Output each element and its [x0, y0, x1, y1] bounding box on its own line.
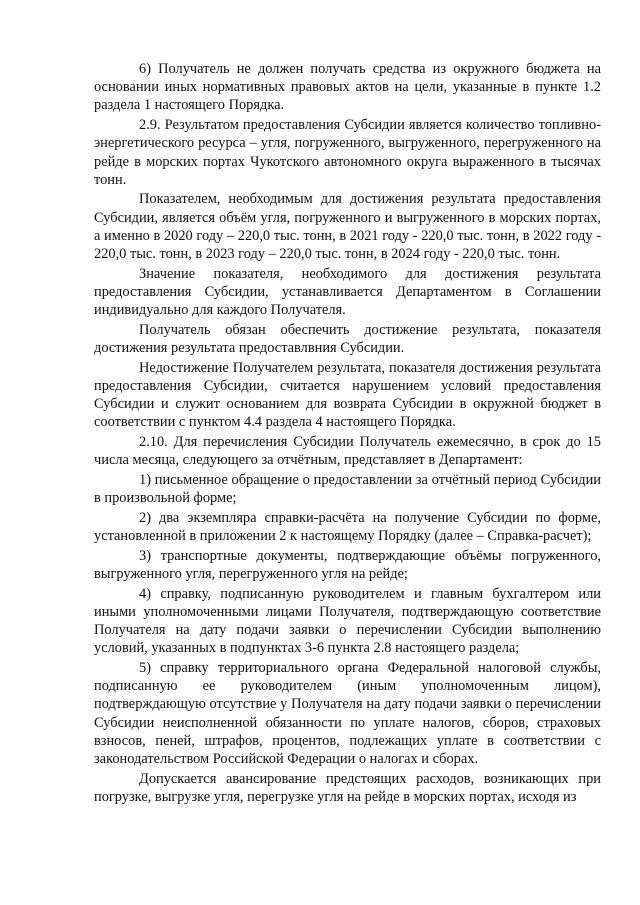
- paragraph-2-10-transfer: 2.10. Для перечисления Субсидии Получатель ежемесячно, в срок до 15 числа месяца, следующего за отчётным, представляет в Департамент:: [94, 434, 601, 469]
- paragraph-6-receiver-condition: 6) Получатель не должен получать средства из окружного бюджета на основании иных нормативных правовых актов на цели, указанные в пункте 1.2 раздела 1 настоящего Порядка.: [94, 61, 601, 114]
- list-item-1-written-request: 1) письменное обращение о предоставлении за отчётный период Субсидии в произвольной форме;: [94, 471, 601, 507]
- paragraph-non-achievement: Недостижение Получателем результата, показателя достижения результата предоставления Субсидии, считается нарушением условий предоставления Субсидии и служит основанием для возврата Субсидии в окружной бюджет в соответствии с пунктом 4.4 раздела 4 настоящего Порядка.: [94, 359, 601, 431]
- list-item-5-tax-certificate: 5) справку территориального органа Федеральной налоговой службы, подписанную ее руководителем (иным уполномоченным лицом), подтверждающую отсутствие у Получателя на дату подачи заявки о перечислении Субсидии неисполненной обязанности по уплате налогов, сборов, страховых взносов, пеней, штрафов, процентов, подлежащих уплате в соответствии с законодательством Российской Федерации о налогах и сборах.: [94, 660, 601, 768]
- paragraph-2-9-result: 2.9. Результатом предоставления Субсидии является количество топливно-энергетического ресурса – угля, погруженного, выгруженного, перегруженного на рейде в морских портах Чукотского автономного округа выраженного в тысячах тонн.: [94, 117, 601, 188]
- list-item-4-compliance-certificate: 4) справку, подписанную руководителем и главным бухгалтером или иными уполномоченными лицами Получателя, подтверждающую соответствие Получателя на дату подачи заявки о перечислении Субсидии выполнению условий, указанных в подпунктах 3-6 пункта 2.8 настоящего раздела;: [94, 585, 601, 657]
- paragraph-indicator-value: Значение показателя, необходимого для достижения результата предоставления Субсидии, устанавливается Департаментом в Соглашении индивидуально для каждого Получателя.: [94, 265, 601, 319]
- paragraph-receiver-obligation: Получатель обязан обеспечить достижение результата, показателя достижения результата предоставлвния Субсидии.: [94, 321, 601, 357]
- paragraph-indicator: Показателем, необходимым для достижения результата предоставления Субсидии, является объём угля, погруженного и выгруженного в морских портах, а именно в 2020 году – 220,0 тыс. тонн, в 2021 году - 220,0 тыс. тонн, в 2022 году - 220,0 тыс. тонн, в 2023 году – 220,0 тыс. тонн, в 2024 году - 220,0 тыс. тонн.: [94, 191, 601, 263]
- list-item-2-calculation-certificate: 2) два экземпляра справки-расчёта на получение Субсидии по форме, установленной в приложении 2 к настоящему Порядку (далее – Справка-расчет);: [94, 509, 601, 545]
- list-item-3-transport-documents: 3) транспортные документы, подтверждающие объёмы погруженного, выгруженного угля, перегруженного угля на рейде;: [94, 547, 601, 582]
- document-body: [94, 60, 601, 808]
- paragraph-advance-payment: Допускается авансирование предстоящих расходов, возникающих при погрузке, выгрузке угля, перегрузке угля на рейде в морских портах, исходя из: [94, 770, 601, 805]
